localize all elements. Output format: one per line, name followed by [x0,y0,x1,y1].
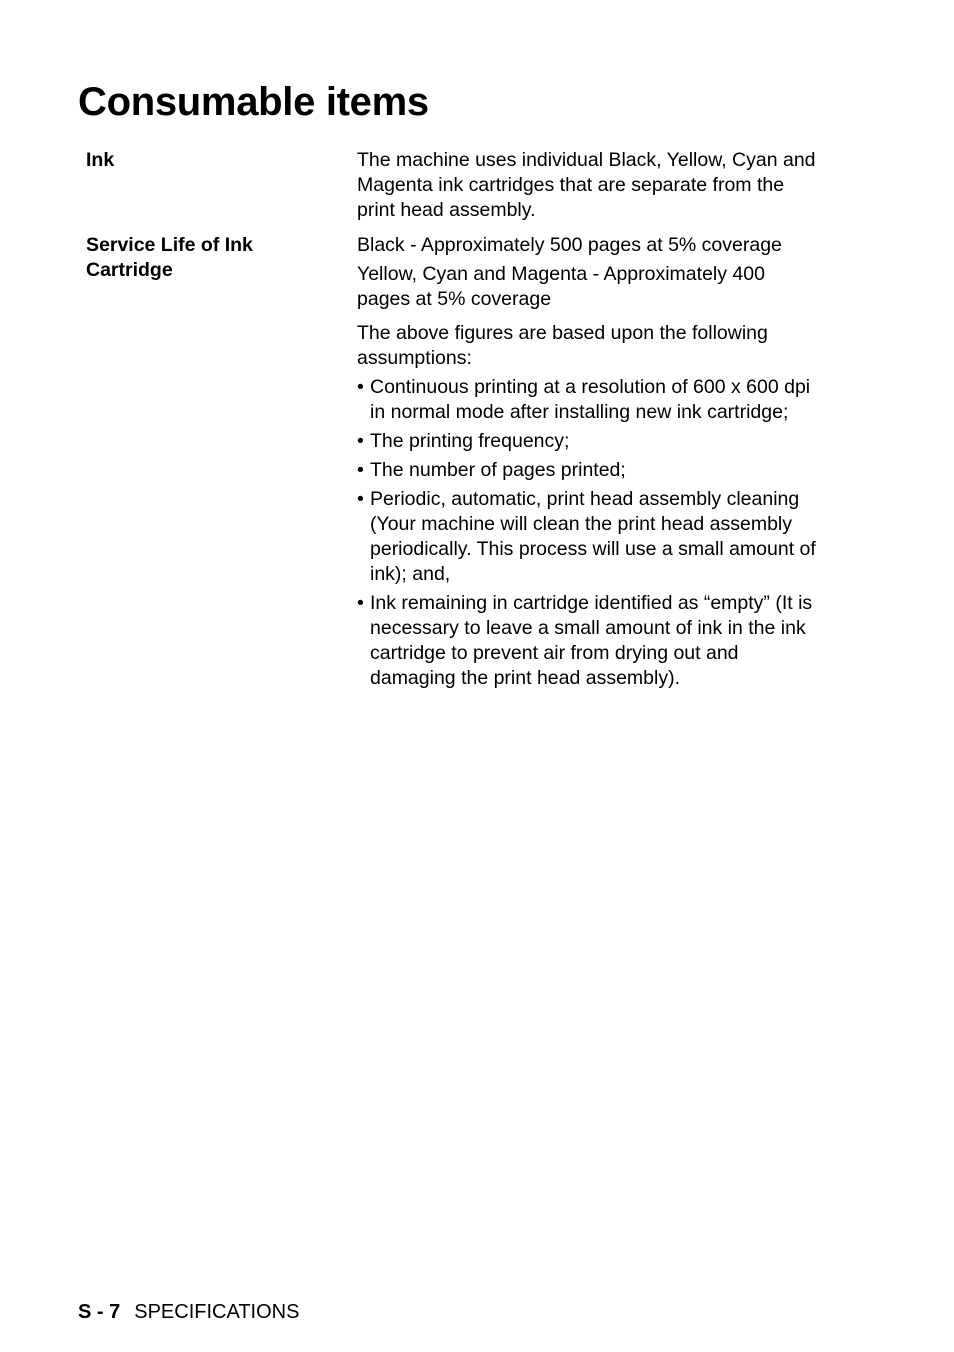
bullet-icon: • [357,592,364,614]
list-item-text: Periodic, automatic, print head assembly cleaning (Your machine will clean the print head assembly periodically. This process will use a small amount of ink); and, [370,488,816,585]
list-item [357,375,822,425]
list-item [357,487,822,587]
bullet-icon: • [357,430,364,452]
assumptions-list [357,375,822,691]
service-life-label: Service Life of Ink Cartridge [86,234,253,281]
list-item-text: Continuous printing at a resolution of 600 x 600 dpi in normal mode after installing new ink cartridge; [370,376,811,423]
assumptions-intro: The above figures are based upon the following assumptions: [357,322,768,369]
bullet-icon: • [357,488,364,510]
black-yield: Black - Approximately 500 pages at 5% coverage [357,234,782,256]
list-item [357,458,822,483]
page-number: S - 7 [78,1301,121,1323]
service-life-content [357,233,822,695]
list-item [357,591,822,691]
section-name: SPECIFICATIONS [134,1301,300,1323]
ink-description: The machine uses individual Black, Yellow, Cyan and Magenta ink cartridges that are separate from the print head assembly. [357,149,816,221]
bullet-icon: • [357,376,364,398]
list-item-text: Ink remaining in cartridge identified as “empty” (It is necessary to leave a small amount of ink in the ink cartridge to prevent air from drying out and damaging the print head assembly). [370,592,813,689]
list-item [357,429,822,454]
page-title: Consumable items [78,80,429,124]
list-item-text: The printing frequency; [370,430,570,452]
ink-content [357,148,822,227]
page-footer [78,1300,299,1325]
color-yield: Yellow, Cyan and Magenta - Approximately 400 pages at 5% coverage [357,263,765,310]
list-item-text: The number of pages printed; [370,459,626,481]
bullet-icon: • [357,459,364,481]
ink-label: Ink [86,149,115,171]
